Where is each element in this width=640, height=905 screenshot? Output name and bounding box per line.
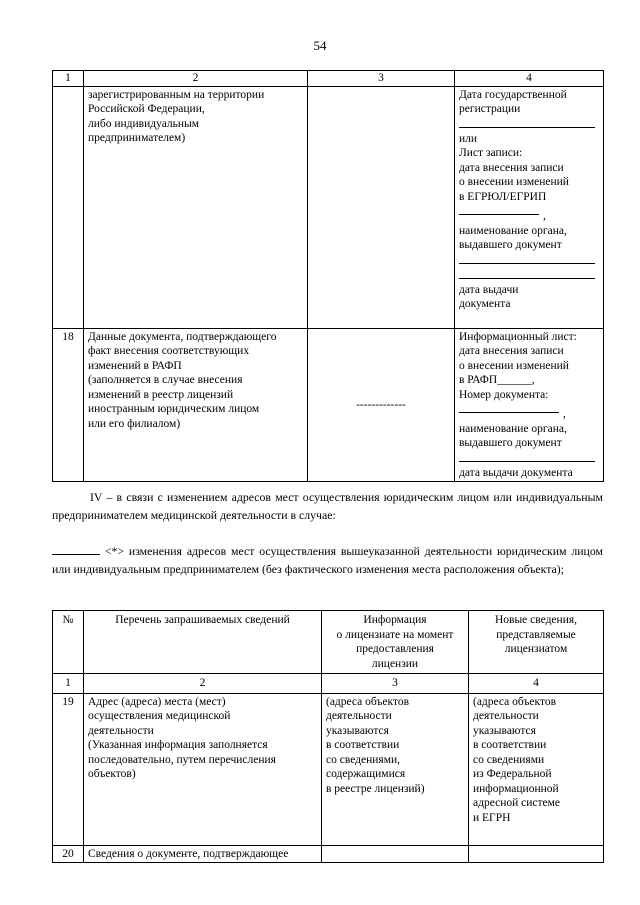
blank-line [459,402,559,413]
row-current-info: (адреса объектов деятельности указываются в соответствии со сведениями, содержащимися в реестре лицензий) [322,693,469,845]
blank-line [459,117,595,128]
row-description: зарегистрированным на территории Российской Федерации, либо индивидуальным предпринимателем) [84,86,308,328]
header-requested-info: Перечень запрашиваемых сведений [84,611,322,674]
col-number-1: 1 [53,71,84,87]
row-number: 19 [53,693,84,845]
blank-line [459,268,595,279]
row-current-info [322,845,469,863]
info-sheet-label: Информационный лист: дата внесения записи о внесении изменений [459,330,577,372]
table-row-20 [53,845,604,863]
row-number: 20 [53,845,84,863]
issue-date-label: дата выдачи документа [459,283,519,310]
rafp-label: в РАФП______, Номер документа: [459,374,549,401]
row-new-info: (адреса объектов деятельности указываются в соответствии со сведениями из Федеральной информационной адресной системе и ЕГРН [469,693,604,845]
record-sheet-label: или Лист записи: дата внесения записи о внесении изменений в ЕГРЮЛ/ЕГРИП [459,132,569,203]
row-description: Сведения о документе, подтверждающее [84,845,322,863]
table-row-18 [53,328,604,482]
col-number-1: 1 [53,674,84,694]
table-continued [52,70,604,482]
header-new-info: Новые сведения, представляемые лицензиатом [469,611,604,674]
issuer-label: наименование органа, выдавшего документ [459,422,567,449]
col-number-4: 4 [455,71,604,87]
header-licensee-info: Информация о лицензиате на момент предоставления лицензии [322,611,469,674]
row-current-info: ------------- [308,328,455,482]
blank-line [459,253,595,264]
page-number: 54 [313,38,327,53]
issuer-label: наименование органа, выдавшего документ [459,224,567,251]
row-current-info [308,86,455,328]
col-number-2: 2 [84,71,308,87]
blank-line [459,204,539,215]
row-number: 18 [53,328,84,482]
table-row-continued [53,86,604,328]
reg-date-label: Дата государственной регистрации [459,88,567,115]
header-number: № [53,611,84,674]
blank-line [459,451,595,462]
col-number-2: 2 [84,674,322,694]
row-number [53,86,84,328]
table-addresses [52,610,604,863]
section-iv-paragraph: IV – в связи с изменением адресов мест осуществления юридическим лицом или индивидуальным предпринимателем медицинской деятельности в случае: [52,490,603,522]
table-header-row [53,71,604,87]
row-new-info: Дата государственной регистрации или Лист записи: дата внесения записи о внесении изменений в ЕГРЮЛ/ЕГРИП , наименование органа, выдавшего документ дата выдачи документа [455,86,604,328]
col-number-3: 3 [322,674,469,694]
issue-date-label: дата выдачи документа [459,466,573,479]
table-row-19 [53,693,604,845]
table-header-row [53,611,604,674]
col-number-4: 4 [469,674,604,694]
col-number-3: 3 [308,71,455,87]
row-new-info: Информационный лист: дата внесения записи о внесении изменений в РАФП______, Номер документа: , наименование органа, выдавшего документ дата выдачи документа [455,328,604,482]
table-number-row [53,674,604,694]
row-description: Данные документа, подтверждающего факт внесения соответствующих изменений в РАФП (заполняется в случае внесения изменений в реестр лицензий иностранным юридическим лицом или его филиалом) [84,328,308,482]
row-new-info [469,845,604,863]
row-description: Адрес (адреса) места (мест) осуществления медицинской деятельности (Указанная информация заполняется последовательно, путем перечисления объектов) [84,693,322,845]
blank-line [52,544,100,555]
condition-paragraph: <*> изменения адресов мест осуществления вышеуказанной деятельности юридическим лицом или индивидуальным предпринимателем (без фактического изменения места расположения объекта); [52,544,604,576]
